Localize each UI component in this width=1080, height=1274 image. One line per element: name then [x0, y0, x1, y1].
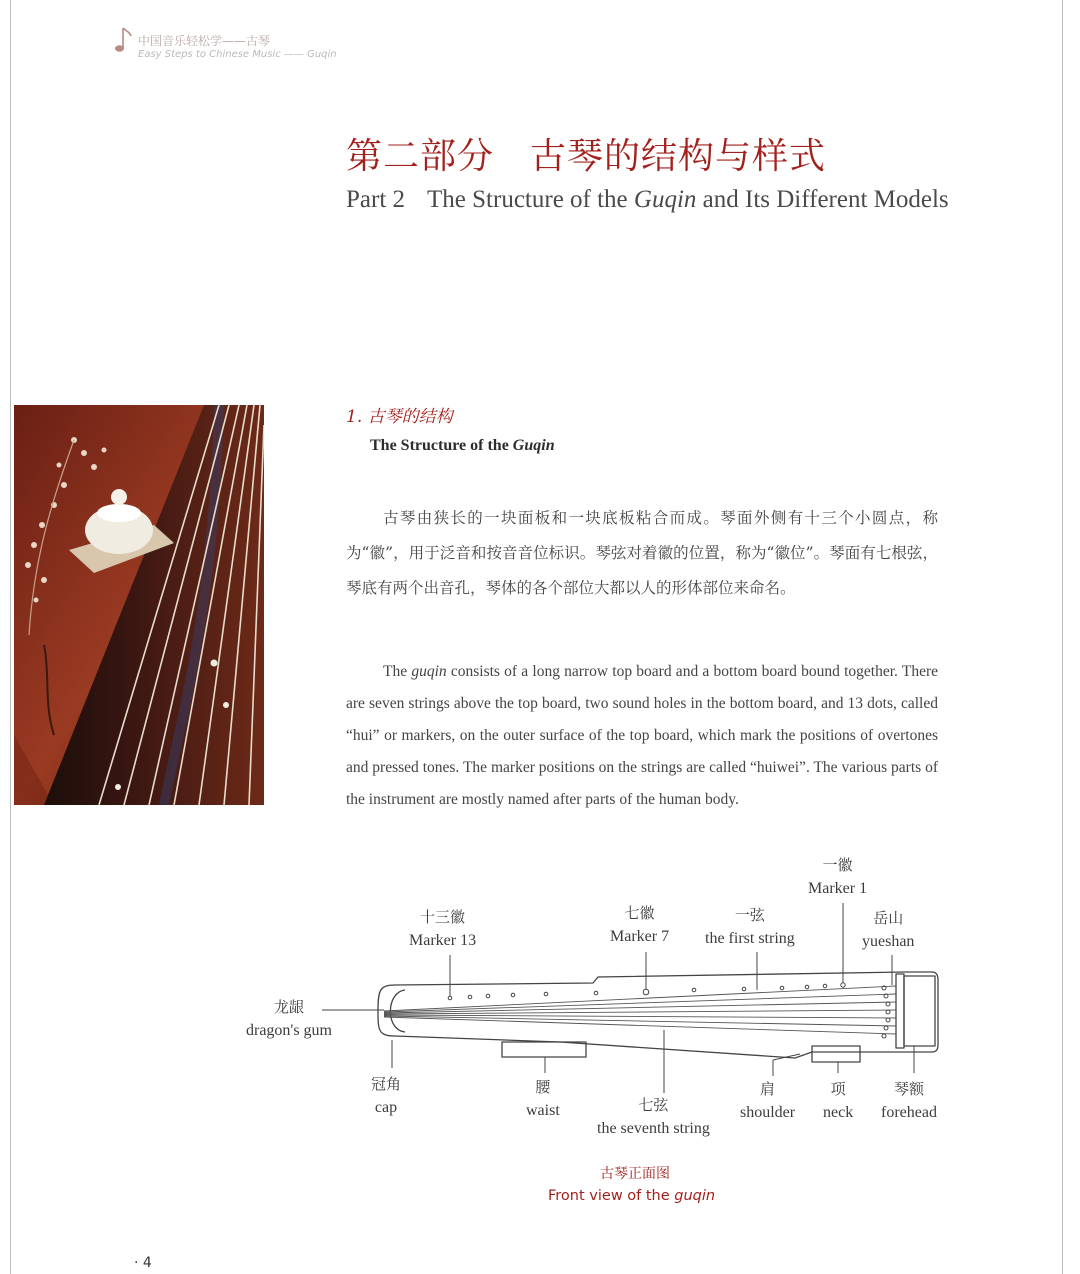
- yueshan-bar: [896, 974, 904, 1048]
- label-marker-7-cn: 七徽: [624, 904, 655, 922]
- label-yueshan-cn: 岳山: [873, 909, 904, 927]
- figure-caption-en-pre: Front view of the: [548, 1188, 675, 1204]
- header-series-cn: 中国音乐轻松学——古琴: [138, 34, 271, 48]
- section-heading-en-pre: The Structure of the: [370, 437, 513, 454]
- label-forehead-en: forehead: [881, 1104, 937, 1121]
- label-marker-1: [808, 853, 867, 901]
- label-forehead: [881, 1077, 937, 1125]
- section-heading-cn: 1. 古琴的结构: [346, 407, 453, 427]
- body-paragraph-cn: 古琴由狭长的一块面板和一块底板粘合而成。琴面外侧有十三个小圆点，称为“徽”，用于泛音和按音音位标识。琴弦对着徽的位置，称为“徽位”。琴面有七根弦，琴底有两个出音孔，琴体的各个部位大都以人的形体部位来命名。: [346, 509, 938, 597]
- figure-caption-cn: 古琴正面图: [600, 1166, 670, 1182]
- label-marker-13: [409, 905, 476, 953]
- forehead-panel: [904, 976, 935, 1046]
- label-marker-1-en: Marker 1: [808, 880, 868, 897]
- section-heading-en-italic: Guqin: [512, 437, 555, 454]
- label-dragons-gum-en: dragon's gum: [246, 1022, 332, 1039]
- label-cap: [371, 1072, 401, 1120]
- label-first-string: [705, 903, 795, 951]
- page-number: · 4: [134, 1255, 152, 1271]
- chapter-title-en-post: and Its Different Models: [696, 186, 949, 213]
- header-series-en: Easy Steps to Chinese Music —— Guqin: [138, 49, 337, 60]
- waist-sound-hole: [502, 1042, 586, 1057]
- label-seventh-string-cn: 七弦: [638, 1096, 669, 1114]
- label-cap-cn: 冠角: [371, 1075, 402, 1093]
- label-waist-en: waist: [526, 1102, 560, 1119]
- label-marker-1-cn: 一徽: [822, 856, 853, 874]
- figure-caption-en-italic: guqin: [674, 1188, 716, 1204]
- label-marker-13-cn: 十三徽: [420, 908, 466, 926]
- chapter-part-en: Part 2: [346, 186, 406, 213]
- body-paragraph-en-italic: guqin: [411, 663, 447, 680]
- label-waist-cn: 腰: [535, 1078, 551, 1096]
- guqin-outline: [378, 972, 938, 1058]
- figure-caption-en: [548, 1188, 715, 1204]
- chapter-title-en-pre: The Structure of the: [427, 186, 634, 213]
- guqin-strings: [384, 986, 896, 1034]
- chapter-title-en-italic: Guqin: [633, 186, 697, 213]
- label-first-string-cn: 一弦: [734, 906, 765, 924]
- label-marker-7: [610, 901, 669, 949]
- label-yueshan: [862, 906, 914, 954]
- pegs: [882, 986, 890, 1038]
- label-marker-13-en: Marker 13: [409, 932, 477, 949]
- label-seventh-string-en: the seventh string: [597, 1120, 710, 1137]
- label-shoulder-cn: 肩: [760, 1080, 776, 1098]
- label-waist: [526, 1075, 560, 1123]
- label-shoulder: [740, 1077, 795, 1125]
- chapter-part-cn: 第二部分: [346, 136, 495, 177]
- neck-sound-hole: [812, 1046, 860, 1062]
- label-dragons-gum: [246, 995, 332, 1043]
- label-neck: [823, 1077, 853, 1125]
- label-seventh-string: [597, 1093, 710, 1141]
- body-paragraph-en-post: consists of a long narrow top board and a bottom board bound together. There are seven strings above the top board, two sound holes in the bottom board, and 13 dots, called “hui” or markers, on the outer surface of the top board, which mark the positions of overtones and pressed tones. The marker positions on the strings are called “huiwei”. The various parts of the instrument are mostly named after parts of the human body.: [346, 663, 939, 808]
- body-paragraph-en-pre: The: [383, 663, 412, 680]
- chapter-text-cn: 古琴的结构与样式: [530, 136, 827, 177]
- label-neck-cn: 项: [830, 1080, 846, 1098]
- label-cap-en: cap: [374, 1099, 398, 1116]
- label-marker-7-en: Marker 7: [610, 928, 670, 945]
- label-dragons-gum-cn: 龙龈: [273, 998, 304, 1016]
- label-yueshan-en: yueshan: [862, 933, 915, 950]
- label-first-string-en: the first string: [705, 930, 795, 947]
- label-shoulder-en: shoulder: [740, 1104, 796, 1121]
- label-forehead-cn: 琴额: [893, 1080, 924, 1098]
- label-neck-en: neck: [823, 1104, 854, 1121]
